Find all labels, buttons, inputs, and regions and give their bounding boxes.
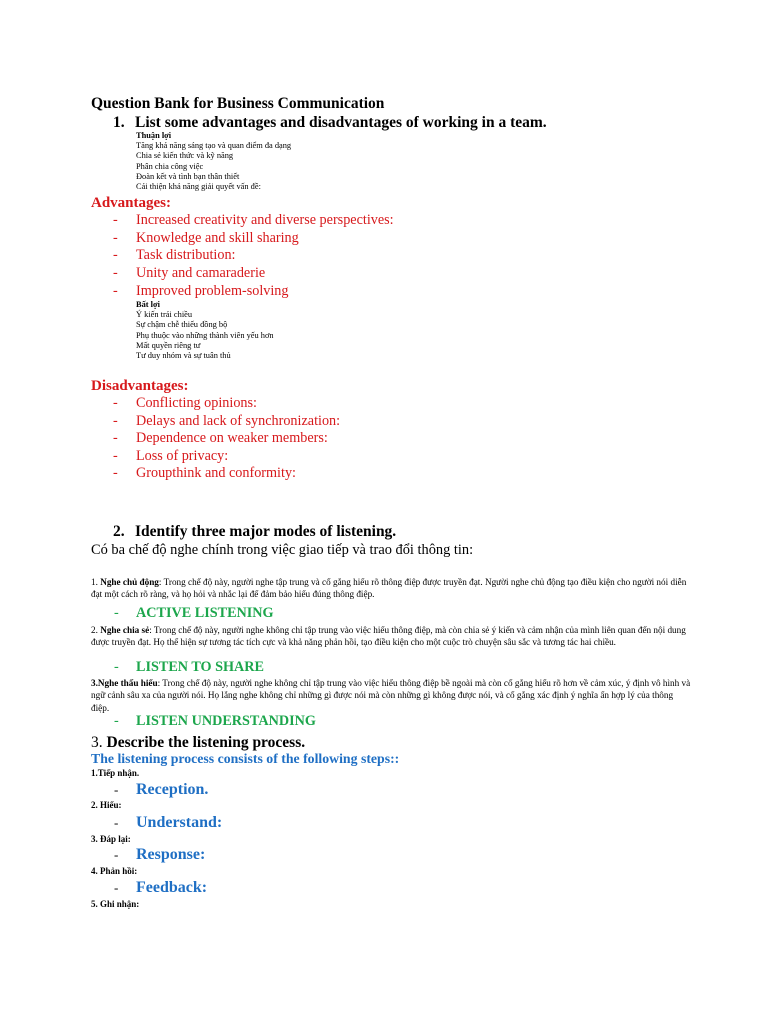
mode-2-label <box>114 659 264 676</box>
question-2-intro: Có ba chế độ nghe chính trong việc giao tiếp và trao đổi thông tin: <box>91 542 474 558</box>
advantage-text: Unity and camaraderie <box>136 264 266 281</box>
step-3-vn-label: 3. Đáp lại: <box>91 834 131 844</box>
listening-process-subheading: The listening process consists of the following steps:: <box>91 751 400 766</box>
mode-3-term: 3.Nghe thấu hiểu <box>91 678 158 688</box>
question-3-text: Describe the listening process. <box>106 734 306 751</box>
dash-bullet: - <box>114 847 119 862</box>
vn-disadvantage-item: Phụ thuộc vào những thành viên yếu hơn <box>136 330 274 340</box>
disadvantage-item <box>113 430 340 448</box>
vn-advantage-item: Phân chia công việc <box>136 161 204 171</box>
vn-disadvantages-block <box>136 300 274 361</box>
disadvantage-item <box>113 465 340 483</box>
vn-advantage-item: Cải thiện khả năng giải quyết vấn đề: <box>136 182 261 192</box>
step-4-vn-label: 4. Phản hồi: <box>91 866 138 876</box>
mode-2-number: 2. <box>91 625 101 635</box>
dash-bullet: - <box>114 782 119 797</box>
step-5-vn-label: 5. Ghi nhận: <box>91 899 140 909</box>
step-2-vn-label: 2. Hiểu: <box>91 800 122 810</box>
vn-disadvantage-item: Tư duy nhóm và sự tuân thủ <box>136 351 231 361</box>
mode-3-label-text: LISTEN UNDERSTANDING <box>136 713 316 729</box>
mode-1-label <box>114 605 274 622</box>
advantage-text: Knowledge and skill sharing <box>136 229 299 246</box>
advantage-item <box>113 212 394 230</box>
disadvantage-item <box>113 413 340 431</box>
question-2-number: 2. <box>113 523 125 540</box>
advantage-item <box>113 265 394 283</box>
disadvantage-text: Conflicting opinions: <box>136 395 257 411</box>
question-2-heading <box>113 523 396 541</box>
mode-1-number: 1. <box>91 577 101 587</box>
question-2-text: Identify three major modes of listening. <box>135 523 397 540</box>
advantage-item <box>113 230 394 248</box>
question-1-number: 1. <box>113 114 125 131</box>
vn-advantage-item: Đoàn kết và tình bạn thân thiết <box>136 171 240 181</box>
vn-advantages-heading: Thuận lợi <box>136 131 172 140</box>
mode-2-paragraph <box>91 624 691 649</box>
mode-2-term: Nghe chia sẻ <box>100 625 150 635</box>
mode-1-term: Nghe chủ động <box>100 577 159 587</box>
mode-3-label <box>114 713 316 730</box>
dash-bullet: - <box>113 229 118 246</box>
mode-3-description: : Trong chế độ này, người nghe không chỉ tập trung vào việc hiểu thông điệp bề ngoài mà còn cố gắng hiểu rõ hơn về cảm xúc, ý định vô hình và ngữ cảnh sâu xa của người nói. Họ lắng nghe không chỉ những gì được nói mà còn những gì không được nói, và cố gắng xác định ý nghĩa ẩn hợp lý của thông điệp. <box>91 678 691 713</box>
vn-advantage-item: Chia sẻ kiến thức và kỹ năng <box>136 151 234 161</box>
question-3-heading <box>91 734 305 752</box>
disadvantage-item <box>113 448 340 466</box>
vn-advantage-item: Tăng khả năng sáng tạo và quan điểm đa dạng <box>136 141 292 151</box>
mode-1-label-text: ACTIVE LISTENING <box>136 605 274 621</box>
disadvantages-list <box>113 395 340 483</box>
mode-1-paragraph <box>91 576 691 601</box>
advantages-heading: Advantages: <box>91 195 172 211</box>
advantage-item <box>113 283 394 301</box>
step-1-text: Reception. <box>136 781 209 798</box>
dash-bullet: - <box>113 412 118 429</box>
step-1-vn-label: 1.Tiếp nhận. <box>91 768 140 778</box>
step-3 <box>114 846 205 864</box>
dash-bullet: - <box>113 447 118 464</box>
dash-bullet: - <box>114 659 119 675</box>
vn-disadvantages-heading: Bất lợi <box>136 300 160 309</box>
vn-advantages-block <box>136 131 291 192</box>
vn-disadvantage-item: Mất quyền riêng tư <box>136 340 201 350</box>
question-1-heading <box>113 114 547 132</box>
disadvantage-text: Groupthink and conformity: <box>136 465 296 482</box>
advantage-text: Task distribution: <box>136 247 236 264</box>
advantage-text: Improved problem-solving <box>136 283 289 300</box>
dash-bullet: - <box>113 283 118 300</box>
dash-bullet: - <box>113 264 118 281</box>
disadvantage-text: Loss of privacy: <box>136 447 229 464</box>
dash-bullet: - <box>114 713 119 729</box>
step-4 <box>114 879 207 897</box>
advantage-item <box>113 247 394 265</box>
disadvantage-text: Delays and lack of synchronization: <box>136 412 341 429</box>
vn-disadvantage-item: Sự chậm chễ thiếu đồng bộ <box>136 320 228 330</box>
mode-1-description: : Trong chế độ này, người nghe tập trung và cố gắng hiểu rõ thông điệp được truyền đạt. Người nghe chủ động tạo điều kiện cho người nói diễn đạt một cách rõ ràng, và họ hỏi và nhắc lại để đảm bảo hiểu đúng thông điệp. <box>91 577 687 600</box>
disadvantage-item <box>113 395 340 413</box>
dash-bullet: - <box>113 395 118 411</box>
mode-2-description: : Trong chế độ này, người nghe không chỉ tập trung vào việc hiểu thông điệp, mà còn chia sẻ ý kiến và cảm nhận của mình liên quan đến nội dung được truyền đạt. Họ thể hiện sự tương tác tích cực và khả năng phản hồi, tạo điều kiện cho một cuộc trò chuyện sâu sắc và tương tác hai chiều. <box>91 625 686 648</box>
mode-3-paragraph <box>91 677 691 714</box>
dash-bullet: - <box>114 815 119 830</box>
advantage-text: Increased creativity and diverse perspectives: <box>136 212 394 228</box>
step-2-text: Understand: <box>136 814 223 831</box>
mode-2-label-text: LISTEN TO SHARE <box>136 659 265 675</box>
vn-disadvantage-item: Ý kiến trái chiều <box>136 310 193 320</box>
dash-bullet: - <box>113 247 118 264</box>
step-3-text: Response: <box>136 846 206 863</box>
dash-bullet: - <box>113 430 118 447</box>
step-4-text: Feedback: <box>136 879 208 896</box>
step-1 <box>114 781 208 799</box>
dash-bullet: - <box>113 465 118 482</box>
page-title: Question Bank for Business Communication <box>91 95 385 112</box>
question-3-number: 3. <box>91 734 103 751</box>
dash-bullet: - <box>114 605 119 621</box>
dash-bullet: - <box>114 880 119 895</box>
disadvantages-heading: Disadvantages: <box>91 378 189 394</box>
advantages-list <box>113 212 394 301</box>
dash-bullet: - <box>113 212 118 228</box>
step-2 <box>114 814 222 832</box>
disadvantage-text: Dependence on weaker members: <box>136 430 328 447</box>
question-1-text: List some advantages and disadvantages of working in a team. <box>135 114 547 131</box>
